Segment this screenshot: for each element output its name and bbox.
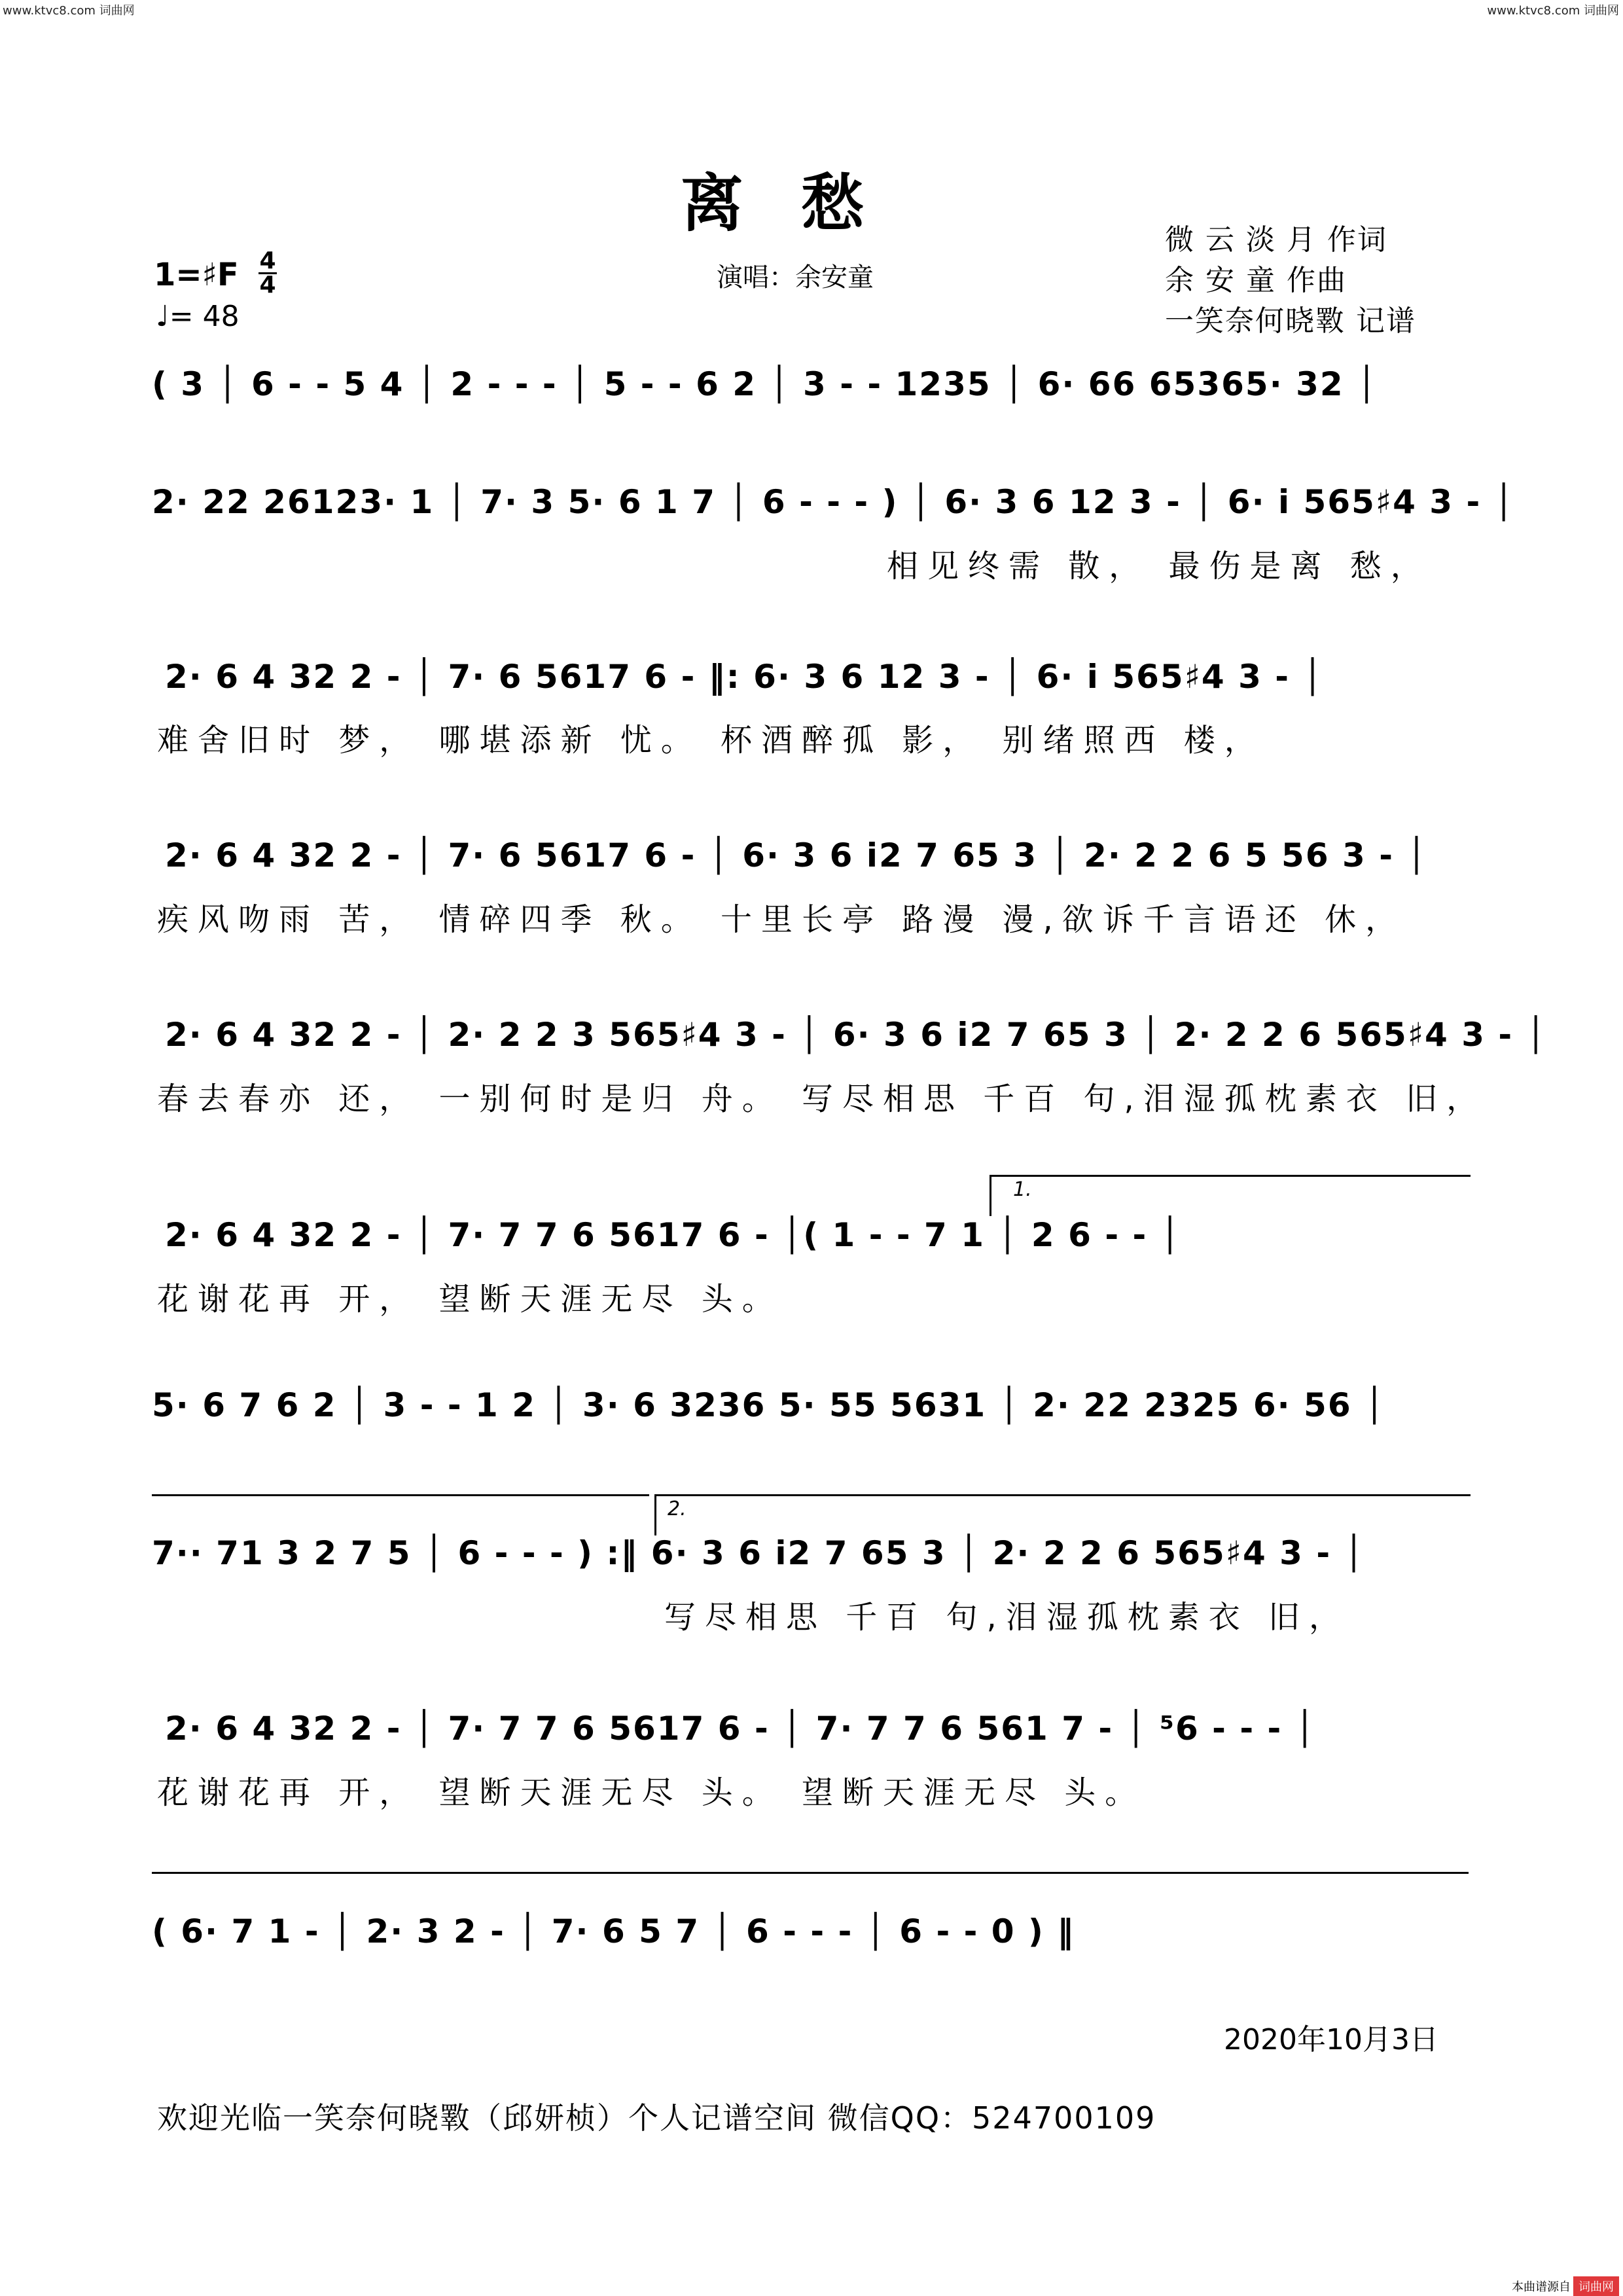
score-row-10: ( 6· 7 1 - │ 2· 3 2 - │ 7· 6 5 7 │ 6 - - - │ 6 - - 0 ) ‖ <box>152 1912 1075 1950</box>
time-signature <box>259 247 277 298</box>
score-row-6: 2· 6 4 32 2 - │ 7· 7 7 6 5617 6 - │( 1 - - 7 1 │ 2 6 - - │ <box>165 1216 1181 1254</box>
source-badge[interactable]: 词曲网 <box>1573 2276 1619 2296</box>
score-row-3: 2· 6 4 32 2 - │ 7· 6 5617 6 - ‖: 6· 3 6 12 3 - │ 6· i 565♯4 3 - │ <box>165 658 1324 696</box>
lyric-row-5: 春去春亦 还， 一别何时是归 舟。 写尽相思 千百 句,泪湿孤枕素衣 旧， <box>157 1081 1488 1117</box>
transcriber-credit: 一笑奈何晓斁 记谱 <box>1165 304 1416 338</box>
time-signature-top: 4 <box>259 247 276 274</box>
coda-line <box>152 1872 1469 1874</box>
lyric-row-2: 相见终需 散， 最伤是离 愁， <box>887 548 1431 584</box>
composer-credit: 余 安 童 作曲 <box>1165 264 1347 297</box>
volta-2-label: 2. <box>668 1498 687 1520</box>
lyric-row-3: 难舍旧时 梦， 哪堪添新 忧。 杯酒醉孤 影， 别绪照西 楼， <box>157 722 1265 759</box>
volta-bracket-1 <box>990 1175 1471 1216</box>
singer-credit: 演唱：余安童 <box>717 262 874 293</box>
volta-1-continuation <box>152 1494 649 1496</box>
watermark-left: www.ktvc8.com 词曲网 <box>3 4 135 18</box>
footer-note: 欢迎光临一笑奈何晓斁（邱妍桢）个人记谱空间 微信QQ：524700109 <box>157 2100 1156 2136</box>
date: 2020年10月3日 <box>1224 2023 1438 2056</box>
volta-bracket-2 <box>654 1494 1471 1535</box>
score-row-7: 5· 6 7 6 2 │ 3 - - 1 2 │ 3· 6 3236 5· 55 5631 │ 2· 22 2325 6· 56 │ <box>152 1386 1386 1424</box>
lyricist-credit: 微 云 淡 月 作词 <box>1165 223 1387 257</box>
score-row-1: ( 3 │ 6 - - 5 4 │ 2 - - - │ 5 - - 6 2 │ 3 - - 1235 │ 6· 66 65365· 32 │ <box>152 365 1378 403</box>
lyric-row-9: 花谢花再 开， 望断天涯无尽 头。 望断天涯无尽 头。 <box>157 1774 1146 1811</box>
score-row-4: 2· 6 4 32 2 - │ 7· 6 5617 6 - │ 6· 3 6 i2 7 65 3 │ 2· 2 2 6 5 56 3 - │ <box>165 836 1428 874</box>
tempo-marking: ♩= 48 <box>156 300 240 333</box>
lyric-row-6: 花谢花再 开， 望断天涯无尽 头。 <box>157 1281 783 1318</box>
volta-1-label: 1. <box>1013 1178 1032 1201</box>
song-title: 离愁 <box>681 166 921 240</box>
key-signature: 1=♯F <box>154 257 239 293</box>
score-row-9: 2· 6 4 32 2 - │ 7· 7 7 6 5617 6 - │ 7· 7 7 6 561 7 - │ ⁵6 - - - │ <box>165 1710 1316 1748</box>
score-row-8: 7·· 71 3 2 7 5 │ 6 - - - ) :‖ 6· 3 6 i2 7 65 3 │ 2· 2 2 6 565♯4 3 - │ <box>152 1534 1365 1572</box>
lyric-row-8: 写尽相思 千百 句,泪湿孤枕素衣 旧， <box>664 1599 1350 1636</box>
score-row-5: 2· 6 4 32 2 - │ 2· 2 2 3 565♯4 3 - │ 6· 3 6 i2 7 65 3 │ 2· 2 2 6 565♯4 3 - │ <box>165 1016 1547 1054</box>
score-row-2: 2· 22 26123· 1 │ 7· 3 5· 6 1 7 │ 6 - - - ) │ 6· 3 6 12 3 - │ 6· i 565♯4 3 - │ <box>152 483 1515 521</box>
watermark-right: www.ktvc8.com 词曲网 <box>1487 4 1619 18</box>
source-note: 本曲谱源自 <box>1512 2280 1571 2294</box>
time-signature-bottom: 4 <box>259 272 276 298</box>
lyric-row-4: 疾风吻雨 苦， 情碎四季 秋。 十里长亭 路漫 漫,欲诉千言语还 休， <box>157 901 1406 938</box>
